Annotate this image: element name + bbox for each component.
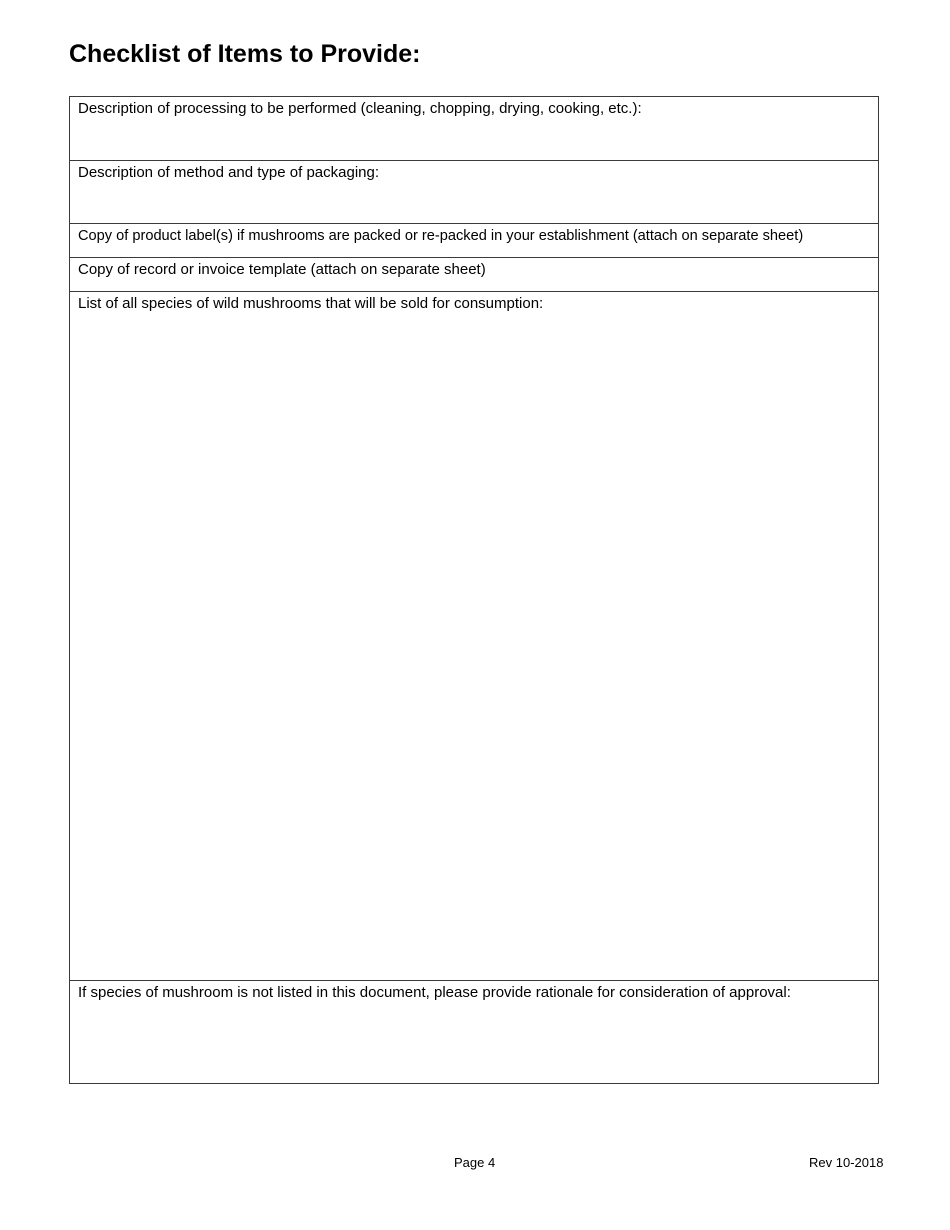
species-list-field[interactable] xyxy=(70,292,878,981)
processing-description-label: Description of processing to be performed (cleaning, chopping, drying, cooking, etc.): xyxy=(78,100,642,117)
checklist-table xyxy=(69,96,879,1084)
packaging-description-label: Description of method and type of packaging: xyxy=(78,164,380,181)
revision-label: Rev 10-2018 xyxy=(809,1155,884,1170)
page-title: Checklist of Items to Provide: xyxy=(69,40,421,68)
approval-rationale-label: If species of mushroom is not listed in this document, please provide rationale for consideration of approval: xyxy=(78,984,791,1001)
invoice-template-copy-field[interactable] xyxy=(70,258,878,292)
product-label-copy-field[interactable] xyxy=(70,224,878,258)
packaging-description-field[interactable] xyxy=(70,161,878,224)
invoice-template-copy-label: Copy of record or invoice template (attach on separate sheet) xyxy=(78,261,486,278)
processing-description-field[interactable] xyxy=(70,97,878,161)
page-number: Page 4 xyxy=(454,1155,496,1170)
approval-rationale-field[interactable] xyxy=(70,981,878,1085)
species-list-label: List of all species of wild mushrooms that will be sold for consumption: xyxy=(78,295,544,312)
product-label-copy-label: Copy of product label(s) if mushrooms are packed or re-packed in your establishment (attach on separate sheet) xyxy=(78,228,804,244)
